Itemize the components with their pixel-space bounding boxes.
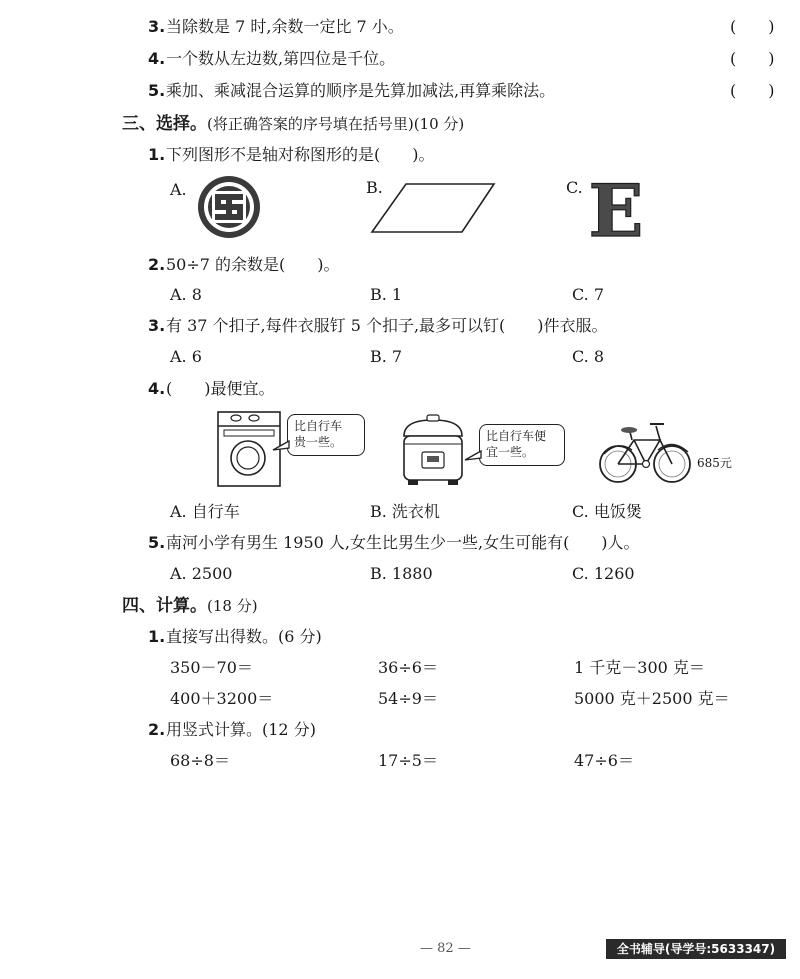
option-label-a: A. (170, 180, 187, 199)
question-number: 5. (148, 533, 166, 552)
answer-paren[interactable]: ( ) (730, 17, 775, 36)
question-text: 南河小学有男生 1950 人,女生比男生少一些,女生可能有( )人。 (166, 533, 640, 552)
letter-e-glyph: E (588, 176, 644, 242)
item-number: 3. (148, 17, 166, 36)
calc-item[interactable]: 350－70＝ (170, 658, 253, 677)
option-label-b: B. (366, 178, 383, 197)
question-number: 2. (148, 720, 166, 739)
parallelogram-figure[interactable] (364, 180, 500, 236)
item-text: 乘加、乘减混合运算的顺序是先算加减法,再算乘除法。 (166, 81, 556, 100)
bubble-tail (271, 440, 291, 452)
bubble-line: 贵一些。 (294, 435, 343, 449)
question-text: 下列图形不是轴对称图形的是( )。 (166, 145, 435, 164)
answer-paren[interactable]: ( ) (730, 81, 775, 100)
calc-item[interactable]: 36÷6＝ (378, 658, 438, 677)
page-number: — 82 — (420, 941, 471, 956)
bubble-line: 比自行车便 (486, 429, 547, 443)
question-number: 2. (148, 255, 166, 274)
vertical-calc-item[interactable]: 47÷6＝ (574, 751, 634, 770)
bubble-line: 宜一些。 (486, 445, 535, 459)
calc-item[interactable]: 5000 克＋2500 克＝ (574, 689, 730, 708)
section-3-heading (122, 116, 464, 133)
question-text: ( )最便宜。 (166, 379, 275, 398)
section-4-heading (122, 598, 258, 615)
answer-paren[interactable]: ( ) (730, 49, 775, 68)
section-title: 四、计算。 (122, 596, 207, 616)
option-c[interactable]: C. 8 (572, 347, 605, 366)
speech-bubble-cooker (479, 424, 565, 466)
option-a[interactable]: A. 6 (170, 347, 202, 366)
bicycle-price: 685元 (697, 456, 732, 470)
option-label-c: C. (566, 178, 583, 197)
option-a[interactable]: A. 2500 (170, 564, 233, 583)
item-number: 4. (148, 49, 166, 68)
rice-cooker-illustration[interactable] (398, 414, 468, 488)
bicycle-illustration[interactable] (598, 410, 694, 490)
option-b[interactable]: B. 1 (370, 285, 403, 304)
vertical-calc-item[interactable]: 68÷8＝ (170, 751, 230, 770)
item-text: 一个数从左边数,第四位是千位。 (166, 49, 396, 68)
speech-bubble-washer (287, 414, 365, 456)
option-c[interactable]: C. 1260 (572, 564, 635, 583)
calc-item[interactable]: 54÷9＝ (378, 689, 438, 708)
question-text: 50÷7 的余数是( )。 (166, 255, 340, 274)
section-note: (18 分) (207, 597, 258, 615)
option-a[interactable]: A. 8 (170, 285, 202, 304)
option-a[interactable]: A. 自行车 (170, 502, 240, 521)
option-c[interactable]: C. 电饭煲 (572, 502, 642, 521)
question-text: 用竖式计算。(12 分) (166, 720, 316, 739)
section-note: (将正确答案的序号填在括号里)(10 分) (207, 115, 465, 133)
item-number: 5. (148, 81, 166, 100)
bubble-line: 比自行车 (294, 419, 343, 433)
calc-item[interactable]: 1 千克－300 克＝ (574, 658, 705, 677)
question-text: 有 37 个扣子,每件衣服钉 5 个扣子,最多可以钉( )件衣服。 (166, 316, 608, 335)
calc-item[interactable]: 400＋3200＝ (170, 689, 274, 708)
question-text: 直接写出得数。(6 分) (166, 627, 322, 646)
vertical-calc-item[interactable]: 17÷5＝ (378, 751, 438, 770)
question-number: 1. (148, 145, 166, 164)
item-text: 当除数是 7 时,余数一定比 7 小。 (166, 17, 404, 36)
option-b[interactable]: B. 洗衣机 (370, 502, 440, 521)
section-title: 三、选择。 (122, 114, 207, 134)
guide-badge: 全书辅导(导学号:5633347) (606, 939, 786, 959)
question-number: 4. (148, 379, 166, 398)
question-number: 3. (148, 316, 166, 335)
option-b[interactable]: B. 1880 (370, 564, 433, 583)
option-b[interactable]: B. 7 (370, 347, 403, 366)
circle-emblem-figure[interactable] (194, 174, 264, 240)
option-c[interactable]: C. 7 (572, 285, 605, 304)
bubble-tail (463, 450, 483, 462)
letter-e-figure[interactable] (588, 176, 644, 242)
question-number: 1. (148, 627, 166, 646)
